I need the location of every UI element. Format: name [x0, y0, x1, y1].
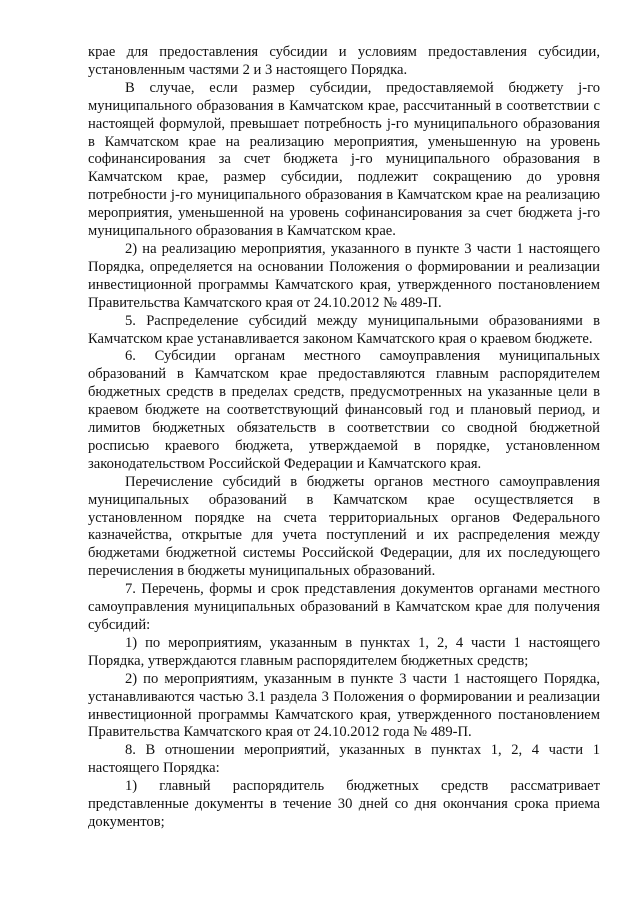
paragraph-section-8: 8. В отношении мероприятий, указанных в пунктах 1, 2, 4 части 1 настоящего Порядка:	[88, 742, 600, 777]
paragraph-section-7: 7. Перечень, формы и срок представления документов органами местного самоуправления муниципальных образований в Камчатском крае для получения субсидий:	[88, 581, 600, 633]
paragraph-transfer-of-subsidies: Перечисление субсидий в бюджеты органов местного самоуправления муниципальных образований в Камчатском крае осуществляется в установленном порядке на счета территориальных органов Федерального казначейства, открытые для учета поступлений и их распределения между бюджетами бюджетной системы Российской Федерации, для их последующего перечисления в бюджеты муниципальных образований.	[88, 473, 600, 580]
paragraph-section-6: 6. Субсидии органам местного самоуправления муниципальных образований в Камчатском крае предоставляются главным распорядителем бюджетных средств в пределах средств, предусмотренных на указанные цели в краевом бюджете на соответствующий финансовый год и плановый период, и лимитов бюджетных обязательств в соответствии со сводной бюджетной росписью краевого бюджета, утверждаемой в порядке, установленном законодательством Российской Федерации и Камчатского края.	[88, 348, 600, 472]
paragraph-subsidy-reduction: В случае, если размер субсидии, предоставляемой бюджету j-го муниципального образования в Камчатском крае, рассчитанный в соответствии с настоящей формулой, превышает потребность j-го муниципального образования в Камчатском крае на реализацию мероприятия, уменьшенную на уровень софинансирования за счет бюджета j-го муниципального образования в Камчатском крае, размер субсидии, подлежит сокращению до уровня потребности j-го муниципального образования в Камчатском крае на реализацию мероприятия, уменьшенной на уровень софинансирования за счет бюджета j-го муниципального образования в Камчатском крае.	[88, 79, 600, 240]
paragraph-item-2-investment: 2) на реализацию мероприятия, указанного в пункте 3 части 1 настоящего Порядка, определяется на основании Положения о формировании и реализации инвестиционной программы Камчатского края, утвержденного постановлением Правительства Камчатского края от 24.10.2012 № 489-П.	[88, 240, 600, 311]
paragraph-section-7-item-2: 2) по мероприятиям, указанным в пункте 3 части 1 настоящего Порядка, устанавливаются частью 3.1 раздела 3 Положения о формировании и реализации инвестиционной программы Камчатского края, утвержденного постановлением Правительства Камчатского края от 24.10.2012 года № 489-П.	[88, 670, 600, 741]
paragraph-section-8-item-1: 1) главный распорядитель бюджетных средств рассматривает представленные документы в течение 30 дней со дня окончания срока приема документов;	[88, 778, 600, 830]
paragraph-section-5: 5. Распределение субсидий между муниципальными образованиями в Камчатском крае устанавливается законом Камчатского края о краевом бюджете.	[88, 312, 600, 347]
paragraph-continuation: крае для предоставления субсидии и условиям предоставления субсидии, установленным частями 2 и 3 настоящего Порядка.	[88, 44, 600, 78]
paragraph-section-7-item-1: 1) по мероприятиям, указанным в пунктах 1, 2, 4 части 1 настоящего Порядка, утверждаются главным распорядителем бюджетных средств;	[88, 634, 600, 669]
